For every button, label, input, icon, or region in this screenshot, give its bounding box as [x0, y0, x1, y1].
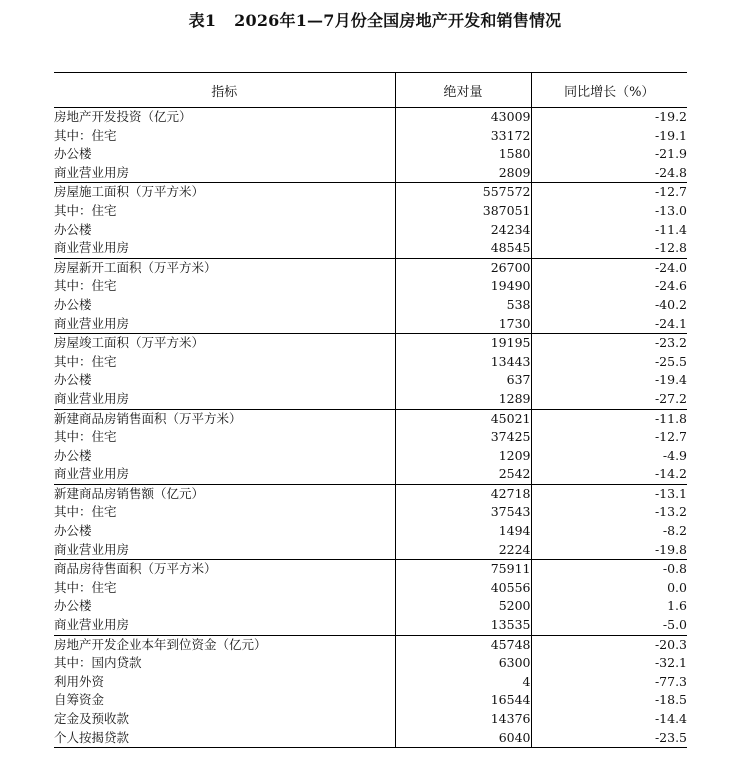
- cell-indicator: 商业营业用房: [54, 465, 395, 484]
- cell-growth: -23.5: [531, 729, 687, 748]
- cell-absolute: 13535: [395, 616, 531, 635]
- table-row: [54, 579, 687, 598]
- cell-absolute: 387051: [395, 202, 531, 221]
- cell-growth: -23.2: [531, 334, 687, 353]
- table-row: [54, 691, 687, 710]
- cell-indicator: 利用外资: [54, 673, 395, 692]
- cell-indicator: 其中：住宅: [54, 127, 395, 146]
- cell-growth: -4.9: [662, 447, 687, 463]
- real-estate-table: [54, 72, 687, 748]
- cell-growth: -32.1: [654, 655, 687, 671]
- cell-growth: -0.8: [531, 560, 687, 579]
- table-row: [54, 635, 687, 654]
- cell-indicator: 办公楼: [54, 371, 395, 390]
- cell-absolute: 45748: [395, 635, 531, 654]
- table-row: [54, 108, 687, 127]
- table-row: [54, 315, 687, 334]
- cell-growth: 1.6: [667, 598, 687, 614]
- cell-growth: -13.2: [654, 504, 687, 520]
- cell-indicator: 个人按揭贷款: [54, 729, 395, 748]
- cell-absolute: 6300: [395, 654, 531, 673]
- cell-indicator: 商业营业用房: [54, 390, 395, 409]
- cell-growth: -24.1: [654, 315, 687, 331]
- cell-absolute: 1209: [395, 447, 531, 466]
- table-row: [54, 710, 687, 729]
- cell-absolute: 48545: [395, 239, 531, 258]
- cell-growth: -19.4: [654, 372, 687, 388]
- cell-absolute: 6040: [395, 729, 531, 748]
- cell-indicator: 商品房待售面积（万平方米）: [54, 560, 395, 579]
- cell-absolute: 2224: [395, 541, 531, 560]
- table-row: [54, 409, 687, 428]
- cell-growth: -25.5: [654, 353, 687, 369]
- cell-indicator: 房地产开发投资（亿元）: [54, 108, 395, 127]
- cell-absolute: 45021: [395, 409, 531, 428]
- cell-absolute: 1730: [395, 315, 531, 334]
- table-row: [54, 353, 687, 372]
- cell-absolute: 33172: [395, 127, 531, 146]
- cell-indicator: 其中：住宅: [54, 202, 395, 221]
- cell-indicator: 办公楼: [54, 296, 395, 315]
- cell-absolute: 43009: [395, 108, 531, 127]
- cell-absolute: 24234: [395, 221, 531, 240]
- cell-absolute: 16544: [395, 691, 531, 710]
- cell-indicator: 定金及预收款: [54, 710, 395, 729]
- cell-indicator: 办公楼: [54, 145, 395, 164]
- table-row: [54, 673, 687, 692]
- cell-absolute: 40556: [395, 579, 531, 598]
- table-row: [54, 522, 687, 541]
- cell-indicator: 商业营业用房: [54, 541, 395, 560]
- cell-indicator: 其中：住宅: [54, 428, 395, 447]
- cell-growth: -14.4: [654, 711, 687, 726]
- cell-indicator: 商业营业用房: [54, 616, 395, 635]
- cell-growth: -24.8: [654, 164, 687, 180]
- cell-indicator: 房屋新开工面积（万平方米）: [54, 258, 395, 277]
- table-body: [54, 108, 687, 748]
- cell-absolute: 4: [395, 673, 531, 692]
- header-growth: 同比增长（%）: [531, 73, 687, 108]
- table-row: [54, 145, 687, 164]
- table-title: 2026年1—7月份全国房地产开发和销售情况: [234, 11, 562, 30]
- cell-indicator: 新建商品房销售额（亿元）: [54, 484, 395, 503]
- table-row: [54, 447, 687, 466]
- cell-growth: -20.3: [531, 635, 687, 654]
- cell-growth: -13.0: [654, 202, 687, 218]
- cell-growth: -5.0: [662, 617, 687, 633]
- cell-growth: -8.2: [662, 523, 687, 539]
- table-row: [54, 239, 687, 258]
- header-row: [54, 73, 687, 108]
- cell-absolute: 1289: [395, 390, 531, 409]
- cell-absolute: 1580: [395, 145, 531, 164]
- table-row: [54, 560, 687, 579]
- table-row: [54, 390, 687, 409]
- cell-growth: -12.8: [654, 240, 687, 256]
- cell-absolute: 5200: [395, 597, 531, 616]
- cell-absolute: 2809: [395, 164, 531, 183]
- cell-growth: -19.2: [654, 109, 687, 124]
- cell-indicator: 商业营业用房: [54, 164, 395, 183]
- cell-absolute: 26700: [395, 258, 531, 277]
- cell-indicator: 办公楼: [54, 597, 395, 616]
- table-row: [54, 164, 687, 183]
- table-row: [54, 221, 687, 240]
- cell-absolute: 557572: [395, 183, 531, 202]
- cell-absolute: 37425: [395, 428, 531, 447]
- cell-indicator: 商业营业用房: [54, 315, 395, 334]
- cell-absolute: 13443: [395, 353, 531, 372]
- header-indicator: 指标: [54, 73, 395, 108]
- table-row: [54, 503, 687, 522]
- table-row: [54, 277, 687, 296]
- table-number: 表1: [188, 11, 217, 30]
- cell-indicator: 房地产开发企业本年到位资金（亿元）: [54, 635, 395, 654]
- table-row: [54, 484, 687, 503]
- cell-indicator: 其中：住宅: [54, 353, 395, 372]
- cell-growth: -19.8: [654, 541, 687, 557]
- cell-growth: -12.7: [531, 183, 687, 202]
- cell-indicator: 办公楼: [54, 447, 395, 466]
- cell-growth: -24.6: [654, 278, 687, 294]
- cell-indicator: 房屋施工面积（万平方米）: [54, 183, 395, 202]
- cell-indicator: 商业营业用房: [54, 239, 395, 258]
- cell-growth: -14.2: [654, 466, 687, 482]
- cell-absolute: 42718: [395, 484, 531, 503]
- cell-growth: -19.1: [654, 127, 687, 143]
- table-row: [54, 465, 687, 484]
- table-row: [54, 597, 687, 616]
- cell-growth: -27.2: [654, 390, 687, 406]
- cell-growth: -13.1: [531, 484, 687, 503]
- table-row: [54, 296, 687, 315]
- cell-absolute: 538: [395, 296, 531, 315]
- cell-indicator: 房屋竣工面积（万平方米）: [54, 334, 395, 353]
- cell-absolute: 75911: [395, 560, 531, 579]
- cell-absolute: 2542: [395, 465, 531, 484]
- cell-growth: -21.9: [654, 146, 687, 162]
- table-row: [54, 127, 687, 146]
- table-row: [54, 616, 687, 635]
- cell-indicator: 新建商品房销售面积（万平方米）: [54, 409, 395, 428]
- cell-indicator: 其中：住宅: [54, 277, 395, 296]
- cell-growth: -24.0: [531, 258, 687, 277]
- cell-indicator: 办公楼: [54, 522, 395, 541]
- cell-indicator: 其中：住宅: [54, 503, 395, 522]
- table-row: [54, 428, 687, 447]
- cell-growth: 0.0: [667, 579, 687, 595]
- cell-indicator: 其中：国内贷款: [54, 654, 395, 673]
- table-row: [54, 541, 687, 560]
- cell-absolute: 1494: [395, 522, 531, 541]
- table-row: [54, 371, 687, 390]
- cell-growth: -12.7: [654, 429, 687, 445]
- cell-absolute: 19490: [395, 277, 531, 296]
- cell-absolute: 14376: [395, 710, 531, 729]
- cell-indicator: 办公楼: [54, 221, 395, 240]
- document-title: [0, 8, 750, 31]
- table-row: [54, 729, 687, 748]
- table-row: [54, 202, 687, 221]
- cell-growth: -40.2: [654, 296, 687, 312]
- cell-absolute: 637: [395, 371, 531, 390]
- cell-absolute: 19195: [395, 334, 531, 353]
- cell-growth: -11.8: [531, 409, 687, 428]
- table-row: [54, 183, 687, 202]
- cell-indicator: 其中：住宅: [54, 579, 395, 598]
- header-absolute: 绝对量: [395, 73, 531, 108]
- cell-growth: -77.3: [654, 673, 687, 689]
- table-row: [54, 654, 687, 673]
- table-row: [54, 258, 687, 277]
- table-row: [54, 334, 687, 353]
- cell-growth: -11.4: [654, 221, 687, 237]
- cell-growth: -18.5: [654, 692, 687, 708]
- cell-indicator: 自筹资金: [54, 691, 395, 710]
- cell-absolute: 37543: [395, 503, 531, 522]
